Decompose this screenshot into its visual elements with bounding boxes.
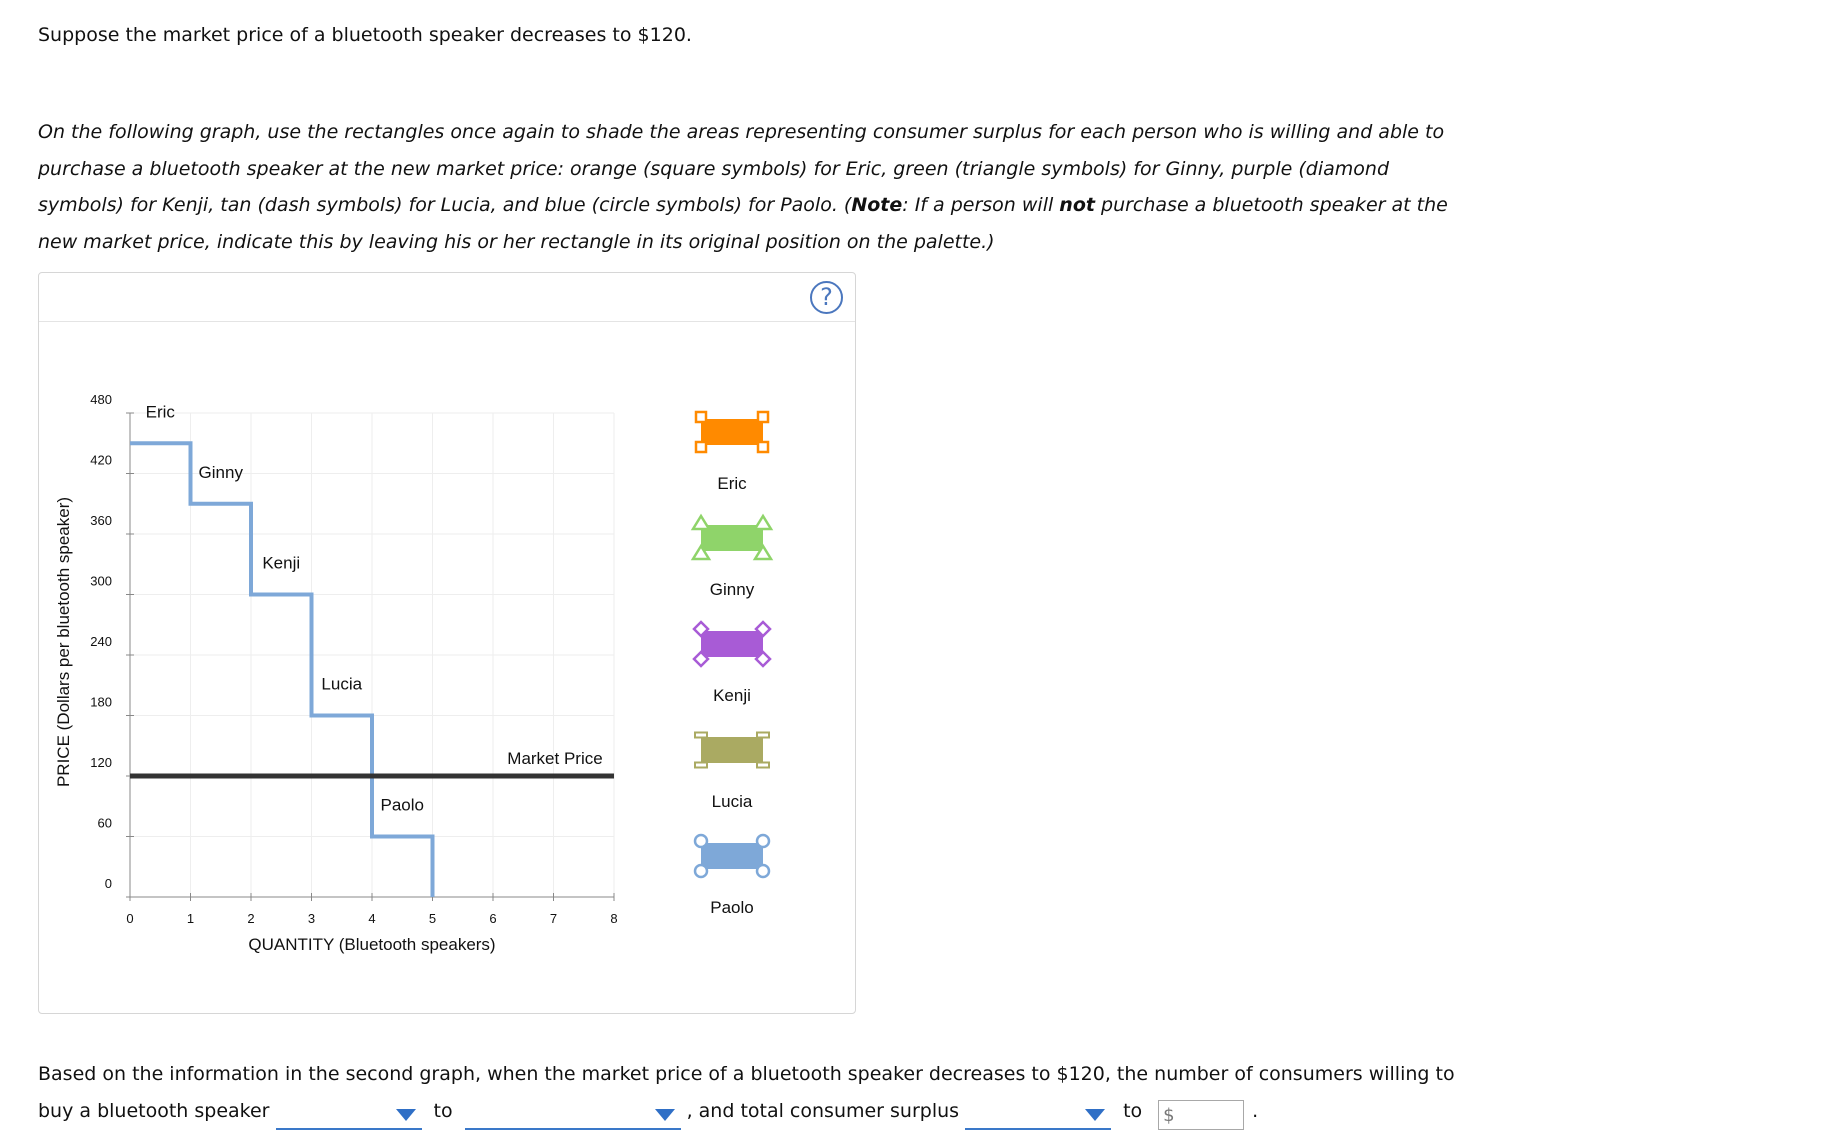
demand-step-label: Eric <box>145 402 175 422</box>
square-icon <box>696 412 706 422</box>
palette-rect-lucia[interactable] <box>695 733 769 768</box>
triangle-icon <box>693 516 709 529</box>
palette-label: Kenji <box>713 686 751 705</box>
y-tick-label: 240 <box>90 634 112 649</box>
palette-label: Paolo <box>710 898 754 917</box>
question-block <box>38 1056 1458 1130</box>
dash-icon <box>757 733 769 738</box>
question-text-2: buy a bluetooth speaker <box>38 1100 270 1122</box>
dash-icon <box>757 763 769 768</box>
not-label: not <box>1059 194 1095 216</box>
consumers-from-dropdown[interactable] <box>276 1101 422 1130</box>
circle-icon <box>695 865 707 877</box>
x-tick-label: 8 <box>610 911 618 926</box>
to-label-1: to <box>433 1100 453 1122</box>
end-period: . <box>1252 1100 1259 1122</box>
demand-step-label: Ginny <box>198 462 243 482</box>
help-button[interactable]: ? <box>810 281 843 314</box>
instructions-part3: purchase a bluetooth speaker at the new market price, indicate this by leaving his or her rectangle in its original position on the palette.) <box>38 194 1448 253</box>
market-price-label: Market Price <box>507 749 603 768</box>
palette-label: Ginny <box>709 580 755 599</box>
y-tick-label: 360 <box>90 513 112 528</box>
intro-text: Suppose the market price of a bluetooth speaker decreases to $120. <box>38 24 692 46</box>
chevron-down-icon <box>396 1109 416 1121</box>
to-label-2: to <box>1123 1100 1143 1122</box>
palette-fill <box>701 419 763 445</box>
y-tick-label: 60 <box>97 815 112 831</box>
demand-step-label: Kenji <box>262 553 301 573</box>
x-tick-label: 0 <box>126 911 134 926</box>
chevron-down-icon <box>1085 1109 1105 1121</box>
palette-fill <box>701 843 763 869</box>
x-tick-label: 7 <box>549 911 558 926</box>
square-icon <box>696 442 706 452</box>
palette-fill <box>701 737 763 763</box>
question-line-1: Based on the information in the second graph, when the market price of a bluetooth speaker decreases to $120, the number of consumers willing to <box>38 1063 1455 1085</box>
instructions-part1: On the following graph, use the rectangles once again to shade the areas representing consumer surplus for each person who is willing and able to purchase a bluetooth speaker at the new market price: orange (square symbols) for Eric, green (triangle symbols) for Ginny, purple (diamond symbols) for Kenji, tan (dash symbols) for Lucia, and blue (circle symbols) for Paolo. ( <box>38 121 1445 216</box>
y-tick-label: 0 <box>104 876 112 891</box>
currency-symbol: $ <box>1163 1104 1175 1126</box>
chevron-down-icon <box>655 1109 675 1121</box>
surplus-amount-input[interactable] <box>1175 1104 1239 1127</box>
graph-panel <box>38 272 856 1014</box>
y-tick-label: 480 <box>90 392 112 407</box>
circle-icon <box>757 865 769 877</box>
x-tick-label: 5 <box>428 911 437 926</box>
triangle-icon <box>755 516 771 529</box>
demand-step-label: Lucia <box>321 674 363 694</box>
palette-layer <box>693 412 771 917</box>
instructions-part2: : If a person will <box>902 194 1060 216</box>
y-axis-title: PRICE (Dollars per bluetooth speaker) <box>54 496 73 788</box>
demand-step-line <box>130 443 433 897</box>
axes-layer <box>54 392 618 954</box>
surplus-amount-field[interactable] <box>1158 1100 1244 1130</box>
demand-layer <box>130 443 433 897</box>
question-line-2 <box>38 1093 1458 1130</box>
circle-icon <box>757 835 769 847</box>
consumers-to-dropdown[interactable] <box>465 1101 681 1130</box>
note-label: Note <box>851 194 903 216</box>
palette-rect-paolo[interactable] <box>695 835 769 877</box>
consumer-surplus-graph <box>39 273 857 1015</box>
square-icon <box>758 412 768 422</box>
instructions <box>38 114 1458 260</box>
dash-icon <box>695 733 707 738</box>
circle-icon <box>695 835 707 847</box>
palette-label: Lucia <box>711 792 753 811</box>
y-tick-label: 420 <box>90 452 112 468</box>
y-tick-label: 180 <box>90 694 112 710</box>
y-tick-label: 300 <box>90 573 112 589</box>
square-icon <box>758 442 768 452</box>
x-axis-title: QUANTITY (Bluetooth speakers) <box>248 935 496 954</box>
x-tick-label: 3 <box>307 911 316 926</box>
x-tick-label: 1 <box>186 911 195 926</box>
palette-rect-kenji[interactable] <box>694 622 770 666</box>
demand-step-label: Paolo <box>380 795 424 815</box>
x-tick-label: 2 <box>247 911 255 926</box>
x-tick-label: 4 <box>368 911 376 926</box>
palette-rect-eric[interactable] <box>696 412 768 452</box>
palette-rect-ginny[interactable] <box>693 516 771 559</box>
question-text-3: , and total consumer surplus <box>686 1100 960 1122</box>
dash-icon <box>695 763 707 768</box>
palette-label: Eric <box>717 474 747 493</box>
x-tick-label: 6 <box>489 911 497 926</box>
y-tick-label: 120 <box>90 755 112 770</box>
surplus-direction-dropdown[interactable] <box>965 1101 1111 1130</box>
palette-fill <box>701 631 763 657</box>
labels-layer <box>146 402 603 814</box>
